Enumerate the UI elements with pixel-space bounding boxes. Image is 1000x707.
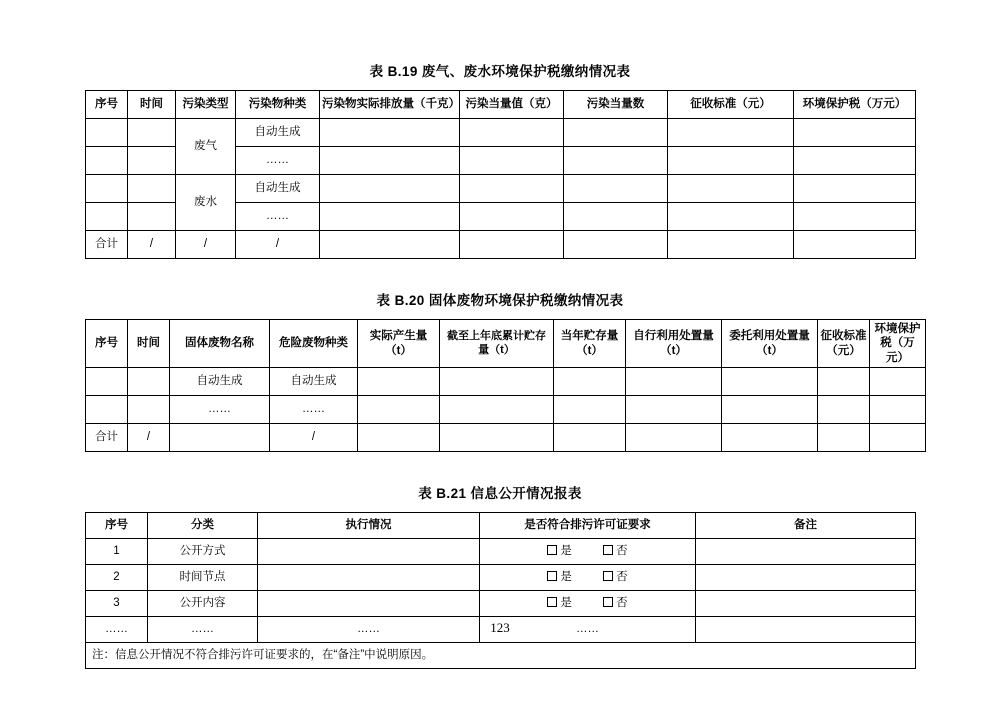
checkbox-no[interactable]: [603, 596, 628, 610]
table-19-col-0: 序号: [86, 91, 128, 119]
table-21: [85, 512, 916, 669]
page-content: [85, 60, 921, 669]
cell-pollutant-species: ……: [236, 147, 320, 175]
cell-time: [128, 396, 170, 424]
cell-total-env-tax: [794, 231, 916, 259]
checkbox-no-label: 否: [616, 597, 628, 610]
cell-category: 公开内容: [148, 591, 258, 617]
cell-equivalent-number: [564, 147, 668, 175]
cell-waste-name: 自动生成: [170, 368, 270, 396]
cell-equivalent-value: [460, 175, 564, 203]
checkbox-yes-box[interactable]: [547, 571, 557, 581]
checkbox-yes-label: 是: [560, 597, 572, 610]
cell-remark: [696, 565, 916, 591]
cell-pollution-type: 废气: [176, 119, 236, 175]
cell-total-env-tax: [870, 424, 926, 452]
cell-total-mark: /: [128, 424, 170, 452]
cell-env-tax: [794, 175, 916, 203]
table-20-col-6: 当年贮存量（t）: [554, 320, 626, 368]
cell-seq: ……: [86, 617, 148, 643]
cell-seq: [86, 368, 128, 396]
checkbox-yes-label: 是: [560, 571, 572, 584]
cell-compliance: [480, 539, 696, 565]
cell-category: ……: [148, 617, 258, 643]
cell-time: [128, 119, 176, 147]
table-20-col-4: 实际产生量（t）: [358, 320, 440, 368]
cell-prev-storage: [440, 368, 554, 396]
checkbox-no[interactable]: [603, 544, 628, 558]
cell-actual-emission: [320, 119, 460, 147]
table-19-col-6: 污染当量数: [564, 91, 668, 119]
table-20-title: 表 B.20 固体废物环境保护税缴纳情况表: [376, 293, 624, 308]
cell-waste-name: ……: [170, 396, 270, 424]
cell-env-tax: [794, 203, 916, 231]
table-row: [86, 119, 916, 147]
table-21-header-row: [86, 513, 916, 539]
cell-hazard-category: ……: [270, 396, 358, 424]
checkbox-yes-box[interactable]: [547, 545, 557, 555]
cell-total-equivalent-value: [460, 231, 564, 259]
cell-total-mark: /: [236, 231, 320, 259]
checkbox-yes[interactable]: [547, 596, 572, 610]
table-19-col-1: 时间: [128, 91, 176, 119]
cell-pollutant-species: 自动生成: [236, 175, 320, 203]
cell-actual-emission: [320, 147, 460, 175]
cell-entrusted-disposal: [722, 368, 818, 396]
cell-seq: [86, 396, 128, 424]
cell-equivalent-number: [564, 119, 668, 147]
page-number: 123: [490, 620, 510, 635]
cell-remark: [696, 591, 916, 617]
checkbox-no[interactable]: [603, 570, 628, 584]
cell-total-mark: /: [128, 231, 176, 259]
cell-equivalent-number: [564, 175, 668, 203]
table-19-col-7: 征收标准（元）: [668, 91, 794, 119]
cell-compliance: [480, 591, 696, 617]
table-21-col-1: 分类: [148, 513, 258, 539]
cell-remark: [696, 539, 916, 565]
cell-equivalent-value: [460, 203, 564, 231]
cell-time: [128, 175, 176, 203]
cell-total-year-storage: [554, 424, 626, 452]
checkbox-yes[interactable]: [547, 544, 572, 558]
cell-pollutant-species: 自动生成: [236, 119, 320, 147]
cell-total-prev-storage: [440, 424, 554, 452]
cell-seq: 3: [86, 591, 148, 617]
table-19-total-row: [86, 231, 916, 259]
cell-total-actual-generated: [358, 424, 440, 452]
table-19-col-2: 污染类型: [176, 91, 236, 119]
table-19-col-8: 环境保护税（万元）: [794, 91, 916, 119]
table-19-col-4: 污染物实际排放量（千克）: [320, 91, 460, 119]
cell-pollution-type: 废水: [176, 175, 236, 231]
table-20-header-row: [86, 320, 926, 368]
cell-actual-emission: [320, 175, 460, 203]
cell-total-emission: [320, 231, 460, 259]
cell-pollutant-species: ……: [236, 203, 320, 231]
table-row: [86, 539, 916, 565]
table-20-col-7: 自行利用处置量（t）: [626, 320, 722, 368]
checkbox-yes[interactable]: [547, 570, 572, 584]
table-row: [86, 565, 916, 591]
table-20-col-1: 时间: [128, 320, 170, 368]
cell-hazard-category: 自动生成: [270, 368, 358, 396]
cell-category: 公开方式: [148, 539, 258, 565]
cell-total-levy-standard: [668, 231, 794, 259]
cell-category: 时间节点: [148, 565, 258, 591]
cell-time: [128, 368, 170, 396]
cell-seq: [86, 119, 128, 147]
table-21-col-0: 序号: [86, 513, 148, 539]
cell-seq: 1: [86, 539, 148, 565]
cell-total-equivalent-number: [564, 231, 668, 259]
cell-env-tax: [870, 368, 926, 396]
table-20: [85, 319, 926, 452]
table-20-col-2: 固体废物名称: [170, 320, 270, 368]
cell-total-waste-name: [170, 424, 270, 452]
cell-compliance: ……: [480, 617, 696, 643]
table-19-header-row: [86, 91, 916, 119]
cell-levy-standard: [668, 203, 794, 231]
cell-entrusted-disposal: [722, 396, 818, 424]
table-20-col-8: 委托利用处置量（t）: [722, 320, 818, 368]
cell-env-tax: [794, 119, 916, 147]
table-21-col-2: 执行情况: [258, 513, 480, 539]
table-21-col-3: 是否符合排污许可证要求: [480, 513, 696, 539]
table-row: [86, 591, 916, 617]
cell-year-storage: [554, 368, 626, 396]
table-20-col-5: 截至上年底累计贮存量（t）: [440, 320, 554, 368]
cell-levy-standard: [668, 119, 794, 147]
cell-env-tax: [794, 147, 916, 175]
table-row: [86, 396, 926, 424]
table-row: [86, 175, 916, 203]
cell-actual-generated: [358, 396, 440, 424]
cell-levy-standard: [818, 368, 870, 396]
cell-seq: [86, 175, 128, 203]
cell-year-storage: [554, 396, 626, 424]
checkbox-no-box[interactable]: [603, 545, 613, 555]
table-21-note-row: [86, 643, 916, 669]
cell-levy-standard: [668, 147, 794, 175]
table-19-col-5: 污染当量值（克）: [460, 91, 564, 119]
table-21-title: 表 B.21 信息公开情况报表: [418, 486, 582, 502]
cell-execution: ……: [258, 617, 480, 643]
cell-equivalent-value: [460, 147, 564, 175]
table-20-col-3: 危险废物种类: [270, 320, 358, 368]
cell-execution: [258, 539, 480, 565]
table-19: [85, 90, 916, 259]
table-20-col-10: 环境保护税（万元）: [870, 320, 926, 368]
cell-seq: [86, 147, 128, 175]
cell-seq: 2: [86, 565, 148, 591]
cell-total-entrusted-disposal: [722, 424, 818, 452]
checkbox-no-label: 否: [616, 571, 628, 584]
table-21-note: 注：信息公开情况不符合排污许可证要求的，在“备注”中说明原因。: [86, 643, 916, 669]
cell-total-label: 合计: [86, 231, 128, 259]
checkbox-yes-label: 是: [560, 545, 572, 558]
cell-time: [128, 147, 176, 175]
checkbox-yes-box[interactable]: [547, 597, 557, 607]
cell-total-mark: /: [270, 424, 358, 452]
table-20-col-9: 征收标准（元）: [818, 320, 870, 368]
cell-self-disposal: [626, 368, 722, 396]
checkbox-no-box[interactable]: [603, 571, 613, 581]
table-20-col-0: 序号: [86, 320, 128, 368]
table-19-title: 表 B.19 废气、废水环境保护税缴纳情况表: [369, 64, 631, 79]
cell-prev-storage: [440, 396, 554, 424]
cell-execution: [258, 565, 480, 591]
table-20-total-row: [86, 424, 926, 452]
cell-levy-standard: [818, 396, 870, 424]
checkbox-no-box[interactable]: [603, 597, 613, 607]
cell-equivalent-number: [564, 203, 668, 231]
checkbox-no-label: 否: [616, 545, 628, 558]
cell-seq: [86, 203, 128, 231]
table-row: [86, 368, 926, 396]
cell-self-disposal: [626, 396, 722, 424]
cell-total-self-disposal: [626, 424, 722, 452]
table-19-col-3: 污染物种类: [236, 91, 320, 119]
cell-total-levy-standard: [818, 424, 870, 452]
cell-time: [128, 203, 176, 231]
cell-equivalent-value: [460, 119, 564, 147]
table-21-col-4: 备注: [696, 513, 916, 539]
cell-levy-standard: [668, 175, 794, 203]
cell-execution: [258, 591, 480, 617]
cell-compliance: [480, 565, 696, 591]
cell-total-label: 合计: [86, 424, 128, 452]
cell-env-tax: [870, 396, 926, 424]
cell-actual-emission: [320, 203, 460, 231]
cell-total-mark: /: [176, 231, 236, 259]
cell-actual-generated: [358, 368, 440, 396]
